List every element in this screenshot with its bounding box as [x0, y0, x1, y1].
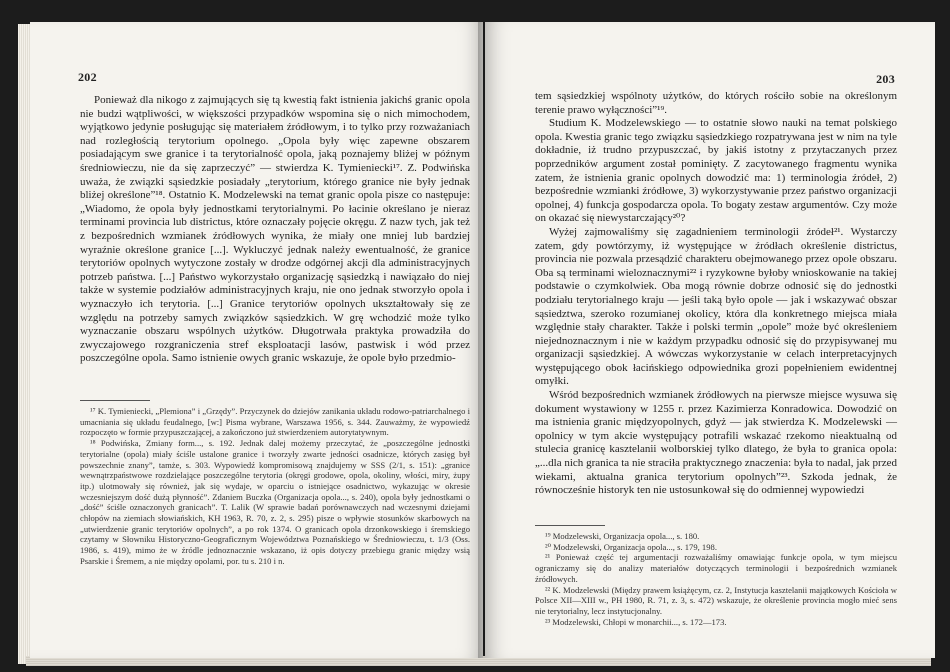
footnote: ¹⁷ K. Tymieniecki, „Plemiona” i „Grzędy”. Przyczynek do dziejów zanikania układu rodowo-patriarchalnego i umacniania się układu feudalnego, [w:] Pisma wybrane, Warszawa 1956, s. 344. Zauważmy, że wypowiedź rozpoczęto w formie przypuszczającej, a zakończono już stwierdzeniem autorytatywnym.	[80, 406, 470, 438]
footnote: ²⁰ Modzelewski, Organizacja opola..., s. 179, 198.	[545, 541, 717, 552]
left-body-text	[80, 94, 470, 366]
footnote: ²¹ Ponieważ część tej argumentacji rozważaliśmy omawiając funkcje opola, w tym miejscu ograniczamy się do analizy materiałów dotyczących terminologii i bezpośrednich wzmianek źródłowych.	[535, 552, 897, 584]
footnote: ²² K. Modzelewski (Między prawem książęcym, cz. 2, Instytucja kasztelanii majątkowych Kościoła w Polsce XII—XIII w., PH 1980, R. 71, z. 3, s. 472) wskazuje, że określenie provincia mogło mieć sens nie terytorialny, lecz instytucjonalny.	[535, 584, 897, 616]
right-page	[485, 22, 935, 658]
left-page	[30, 22, 483, 658]
footnote: ²³ Modzelewski, Chłopi w monarchii..., s. 172—173.	[545, 616, 727, 627]
footnote-rule	[535, 525, 605, 526]
paragraph: Wyżej zajmowaliśmy się zagadnieniem terminologii źródeł²¹. Wystarczy zatem, gdy powtórzymy, iż występujące w źródłach określenie districtus, provincia nie pozwala przesądzić charakteru obejmowanego przez opole obszaru. Oba są terminami wieloznacznymi²² i ryzykowne byłoby wnioskowanie na takiej podstawie o czymkolwiek. Oba mogą równie dobrze odnosić się do jednostki podziału terytorialnego kraju — jeśli taką było opole — jak i wskazywać obszar sąsiedztwa, szeroko rozumianej okolicy, która dla konkretnego miejsca miała względnie stały charakter. Także i polski termin „opole” może być określeniem niejednoznacznym i nie w każdym przypadku odnosić się do przypisywanej mu organizacji sąsiedzkiej. A wówczas wykorzystanie w celach interpretacyjnych występującego obok łacińskiego odpowiednika grozi popełnieniem ewidentnej omyłki.	[535, 225, 897, 388]
paragraph: Ponieważ dla nikogo z zajmujących się tą kwestią fakt istnienia jakichś granic opola nie budzi wątpliwości, w większości przypadków wspomina się o nich mimochodem, wyjątkowo jedynie posługując się materiałem źródłowym, i to tylko przy rozważaniach nad rozległością terytorium opolnego. „Opola były więc zapewne obszarem posiadającym swe granice i ta terytorialność opola, jaką poznajemy bliżej w późnym średniowieczu, nie da się zaprzeczyć” — stwierdza K. Tymieniecki¹⁷. Z. Podwińska uważa, że związki sąsiedzkie posiadały „terytorium, którego granice nie były jednak bliżej określone”¹⁸. Ostatnio K. Modzelewski na temat granic opola pisze co następuje: „Wiadomo, że opola były jednostkami terytorialnymi. Po łacinie określano je nieraz terminami provincia lub districtus, które oznaczały pojęcie okręgu. Z nazw tych, jak też z bezpośrednich wzmianek źródłowych wynika, że miały one mniej lub bardziej wyraźnie określone granice [...]. Wykluczyć jednak należy ewentualność, że granice terytoriów opolnych wytyczone zostały w drodze odgórnej akcji dla administracyjnych potrzeb państwa. [...] Państwo wykorzystało organizację sąsiedzką i nawiązało do niej także w systemie podziałów administracyjnych kraju, nie ono jednak stworzyło opola i wyznaczyło ich terytoria. [...] Granice terytoriów opolnych ukształtowały się ze względu na potrzeby samych związków sąsiedzkich. W grę wchodzić może tylko wyznaczanie obszaru wspólnych użytków. Długotrwała praktyka prowadziła do zwyczajowego rozgraniczenia stref eksploatacji lasów, pastwisk i wód przez poszczególne opola. Samo istnienie owych granic wskazuje, że opole było przedmio-	[80, 94, 470, 365]
right-body-text	[535, 90, 897, 498]
footnote-rule	[80, 400, 150, 401]
paragraph: Wśród bezpośrednich wzmianek źródłowych na pierwsze miejsce wysuwa się dokument wystawiony w 1255 r. przez Kazimierza Konradowica. Dowodzić on ma istnienia granic międzyopolnych, gdyż — jak stwierdza K. Modzelewski — opolnicy w tym akcie występujący potrafili wskazać rzekomo nieaktualną od stulecia granicę kasztelanii wolborskiej tylko dlatego, że była to granica opola: „...dla nich granica ta nie straciła praktycznego znaczenia: była to nadal, jak przed wiekami, aktualna granica terytorium opolnych”²³. Szkoda jednak, że równocześnie historyk ten nie ustosunkował się do odmiennej wypowiedzi	[535, 389, 897, 497]
footnote: ¹⁸ Podwińska, Zmiany form..., s. 192. Jednak dalej możemy przeczytać, że „poszczególne jednostki terytorialne (opola) miały ściśle ustalone granice i tworzyły zwarte jedności osadnicze, których zasięg był powszechnie znany”, tamże, s. 303. Wypowiedź kompromisową znajdujemy w SSS (2/1, s. 151): „granice wewnątrzpaństwowe rozdzielające poszczególne terytoria (okręgi grodowe, opola, okoliny, włości, miry, żupy itp.) ulotmowały się również, jak się wydaje, w oparciu o istniejące osadnictwo, wykazując w okresie wczesniejszym dość dużą płynność”. Zdaniem Buczka (Organizacja opola..., s. 240), opola były jednostkami o „dość” ściśle oznaczonych granicach”. T. Lalik (W sprawie badań porównawczych nad wczesnymi dziejami chłopów na ziemiach słowiańskich, KH 1963, R. 70, z. 2, s. 295) pisze o wpływie stosunków skarbowych na „utwierdzenie granic terytoriów opolnych”, a po rok 1374. O granicach opola drzonkowskiego i śremskiego czytamy w Słowniku Historyczno-Geograficznym Województwa Poznańskiego w Średniowieczu, t. 1/3 (Oss. 1986, s. 419), mimo że w źródle jednoznacznie wskazano, iż opis dotyczy przebiegu granic między wsią Psarskie i Śremem, a nie między opolami, por. tu s. 210 i n.	[80, 438, 470, 566]
paragraph: Studium K. Modzelewskiego — to ostatnie słowo nauki na temat polskiego opola. Kwestia granic tego związku sąsiedzkiego rozpatrywana jest w nim na tyle dokładnie, iż trudno przypuszczać, by jakiś istotny z przytaczanych przez poprzedników argument został pominięty. Z zacytowanego fragmentu wynika zatem, że istnienia granic opolnych dowodzić ma: 1) terminologia źródeł, 2) bezpośrednie wzmianki źródłowe, 3) wykorzystywanie przez państwo organizacji opolnej, 4) funkcja gospodarcza opola. To bogaty zestaw argumentów. Czy może on okazać się niewystarczający²⁰?	[535, 117, 897, 225]
page-number-left: 202	[78, 70, 97, 84]
page-number-right: 203	[876, 72, 895, 86]
footnote: ¹⁹ Modzelewski, Organizacja opola..., s. 180.	[545, 531, 700, 541]
left-footnotes	[80, 406, 470, 567]
right-footnotes	[535, 531, 897, 627]
paragraph: tem sąsiedzkiej wspólnoty użytków, do których rościło sobie na określonym terenie prawo wyłączności”¹⁹.	[535, 90, 897, 116]
